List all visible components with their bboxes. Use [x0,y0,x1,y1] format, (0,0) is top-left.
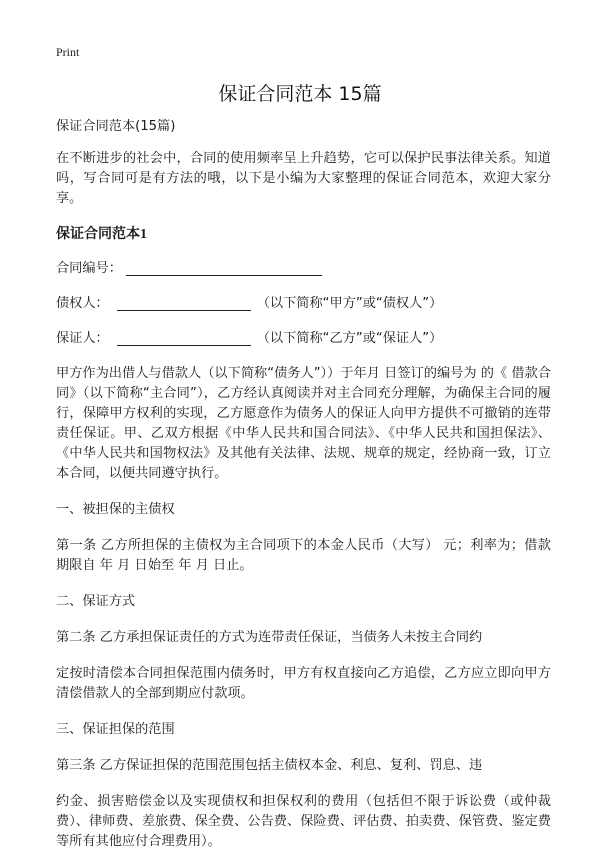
document-title: 保证合同范本 15篇 [218,83,382,105]
section-heading: 一、被担保的主债权 [56,502,175,517]
article-paragraph: 第三条 乙方保证担保的范围范围包括主债权本金、利息、复利、罚息、违 [56,758,483,773]
article-paragraph: 定按时清偿本合同担保范围内债务时，甲方有权直接向乙方追偿，乙方应立即向甲方清偿借款人的全部到期应付款项。 [56,666,551,701]
contract-number-row [56,259,551,279]
document-body [56,117,551,868]
section-heading: 二、保证方式 [56,594,136,609]
article-paragraph: 第二条 乙方承担保证责任的方式为连带责任保证，当债务人未按主合同约 [56,630,483,645]
guarantor-label: 保证人： [56,331,109,346]
contract-number-label: 合同编号： [56,261,122,276]
creditor-label: 债权人： [56,296,109,311]
preamble-paragraph: 甲方作为出借人与借款人（以下简称“债务人”））于年月 日签订的编号为 的《 借款合同》（以下简称“主合同”），乙方经认真阅读并对主合同充分理解，为确保主合同的履行，保障甲方权利的实现，乙方愿意作为债务人的保证人向甲方提供不可撤销的连带责任保证。甲、乙双方根据《中华人民共和国合同法》、《中华人民共和国担保法》、《中华人民共和国物权法》及其他有关法律、法规、规章的规定，经协商一致，订立本合同，以便共同遵守执行。 [56,366,551,481]
guarantor-blank [117,331,251,346]
article-paragraph: 第一条 乙方所担保的主债权为主合同项下的本金人民币（大写） 元；利率为；借款期限自 年 月 日始至 年 月 日止。 [56,538,551,573]
guarantor-row [56,329,551,349]
creditor-note: （以下简称“甲方”或“债权人”） [256,296,443,311]
intro-paragraph: 在不断进步的社会中，合同的使用频率呈上升趋势，它可以保护民事法律关系。知道吗，写合同可是有方法的哦，以下是小编为大家整理的保证合同范本，欢迎大家分享。 [56,151,551,206]
article-paragraph: 约金、损害赔偿金以及实现债权和担保权利的费用（包括但不限于诉讼费（或仲裁费）、律师费、差旅费、保全费、公告费、保险费、评估费、拍卖费、保管费、鉴定费等所有其他应付合理费用）。 [56,794,551,849]
section-heading: 三、保证担保的范围 [56,722,175,737]
creditor-blank [117,296,251,311]
section-title: 保证合同范本1 [56,227,147,242]
print-link[interactable]: Print [56,45,80,59]
creditor-row [56,294,551,314]
guarantor-note: （以下简称“乙方”或“保证人”） [256,331,443,346]
document-subtitle: 保证合同范本(15篇) [56,119,176,134]
contract-number-blank [126,261,322,276]
